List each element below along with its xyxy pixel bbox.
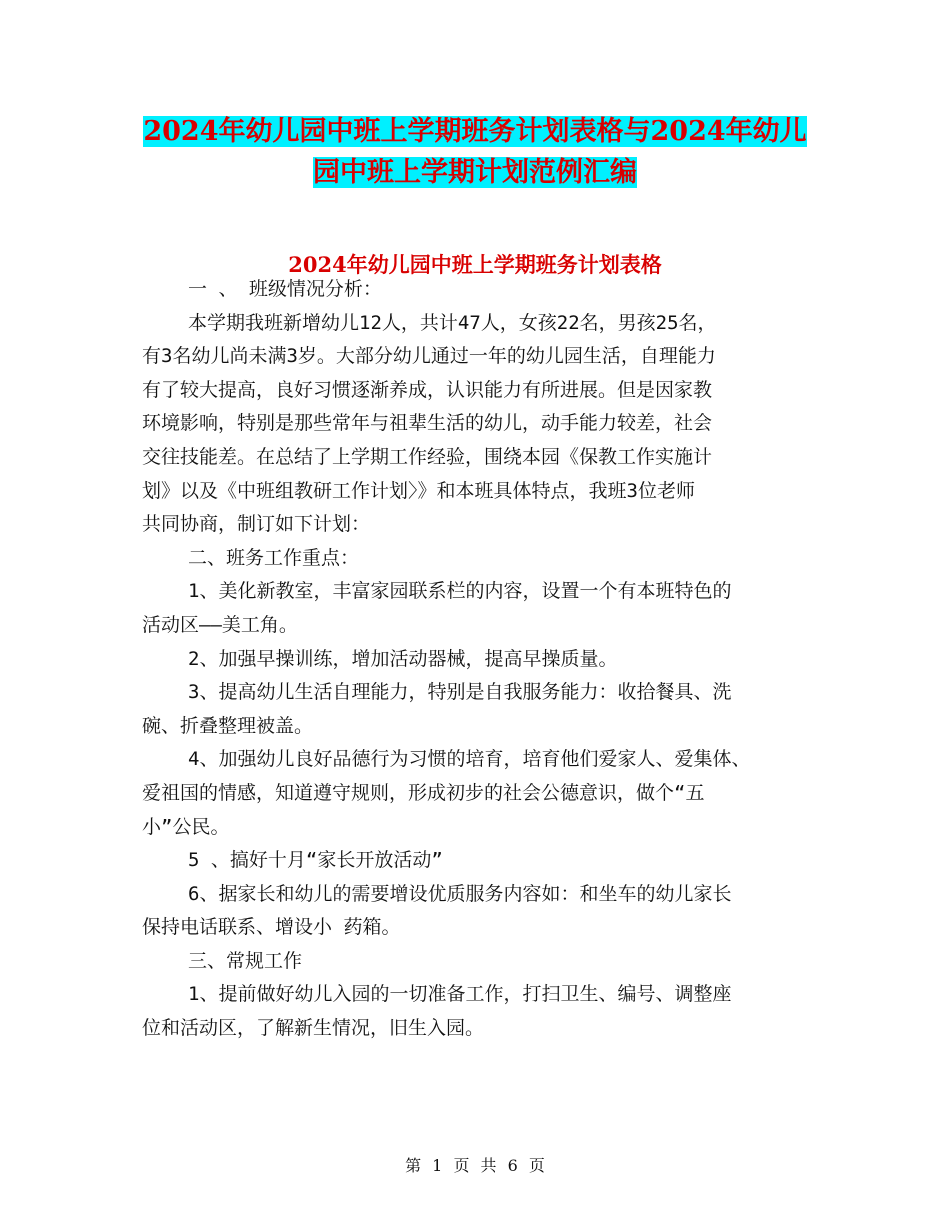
title-text-1: 2024年幼儿园中班上学期班务计划表格与2024年幼儿 xyxy=(143,116,807,147)
body-line: 有了较大提高，良好习惯逐渐养成，认识能力有所进展。但是因家教 xyxy=(142,378,713,401)
body-line: 1、提前做好幼儿入园的一切准备工作，打扫卫生、编号、调整座 xyxy=(188,983,732,1006)
title-text-2: 园中班上学期计划范例汇编 xyxy=(313,157,637,188)
document-title-line-1 xyxy=(0,112,950,152)
body-line: 一 、 班级情况分析： xyxy=(188,278,382,300)
document-title-line-2 xyxy=(0,153,950,193)
body-line: 5 、搞好十月“家长开放活动” xyxy=(188,849,443,872)
body-line: 爱祖国的情感，知道遵守规则，形成初步的社会公德意识，做个“五 xyxy=(142,781,705,804)
body-line: 6、据家长和幼儿的需要增设优质服务内容如：和坐车的幼儿家长 xyxy=(188,882,732,905)
body-line: 3、提高幼儿生活自理能力，特别是自我服务能力：收拾餐具、洗 xyxy=(188,681,732,704)
body-line: 小”公民。 xyxy=(142,815,230,838)
body-line: 活动区——美工角。 xyxy=(142,613,298,636)
body-line: 三、常规工作 xyxy=(188,949,303,972)
body-line: 交往技能差。在总结了上学期工作经验，围绕本园《保教工作实施计 xyxy=(142,445,713,468)
body-line: 二、班务工作重点： xyxy=(188,546,360,569)
page-footer: 第 1 页 共 6 页 xyxy=(405,1156,545,1175)
document-body xyxy=(142,273,812,1046)
body-line: 共同协商，制订如下计划： xyxy=(142,513,371,536)
body-line: 位和活动区，了解新生情况，旧生入园。 xyxy=(142,1017,485,1040)
body-line: 环境影响，特别是那些常年与祖辈生活的幼儿，动手能力较差，社会 xyxy=(142,412,713,435)
section-title: 2024年幼儿园中班上学期班务计划表格 xyxy=(288,252,662,277)
body-line: 2、加强早操训练，增加活动器械，提高早操质量。 xyxy=(188,647,618,670)
body-line: 保持电话联系、增设小 药箱。 xyxy=(142,916,401,939)
body-line: 有3名幼儿尚未满3岁。大部分幼儿通过一年的幼儿园生活，自理能力 xyxy=(142,345,716,368)
body-line: 1、美化新教室，丰富家园联系栏的内容，设置一个有本班特色的 xyxy=(188,580,732,603)
body-line: 本学期我班新增幼儿12人，共计47人，女孩22名，男孩25名， xyxy=(188,311,717,334)
body-line: 4、加强幼儿良好品德行为习惯的培育，培育他们爱家人、爱集体、 xyxy=(188,748,751,771)
body-line: 碗、折叠整理被盖。 xyxy=(142,714,314,737)
body-line: 划》以及《中班组教研工作计划〉》和本班具体特点，我班3位老师 xyxy=(142,479,695,502)
